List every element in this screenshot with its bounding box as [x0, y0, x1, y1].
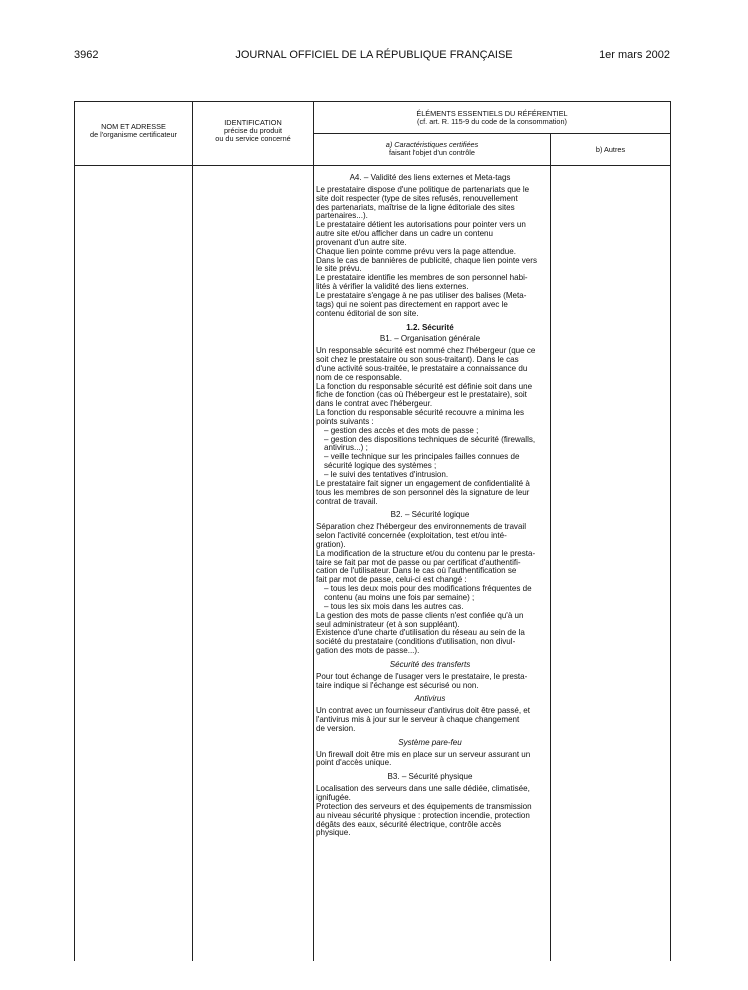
section-b2-title: B2. – Sécurité logique	[390, 510, 470, 520]
column-divider-2	[313, 101, 314, 961]
text-line: La gestion des mots de passe clients n'est confiée qu'à un	[316, 610, 524, 620]
a4-paragraph	[316, 274, 544, 292]
col2-header	[193, 119, 313, 144]
text-line: antivirus...) ;	[324, 443, 368, 453]
col3-header-title: ÉLÉMENTS ESSENTIELS DU RÉFÉRENTIEL	[416, 109, 568, 118]
b1-paragraph	[316, 409, 544, 427]
text-line: soit chez le prestataire ou son sous-traitant). Dans le cas	[316, 355, 519, 365]
text-line: Le prestataire s'engage à ne pas utiliser des balises (Meta-	[316, 290, 527, 300]
col3a-header-line1: a) Caractéristiques certifiées	[385, 140, 479, 149]
col1-header	[75, 123, 192, 139]
subheader-divider	[313, 133, 671, 134]
text-line: La fonction du responsable sécurité recouvre a minima les	[316, 408, 524, 418]
col1-header-title: NOM ET ADRESSE	[101, 122, 166, 131]
text-line: partenaires...).	[316, 211, 368, 221]
text-line: contenu éditorial de son site.	[316, 308, 419, 318]
text-line: sécurité logique des systèmes ;	[324, 461, 437, 471]
text-line: des partenariats, maîtrise de la ligne éditoriale des sites	[316, 202, 515, 212]
col1-header-subtitle: de l'organisme certificateur	[90, 130, 177, 140]
antivirus-paragraph	[316, 707, 544, 734]
text-line: Pour tout échange de l'usager vers le prestataire, le presta-	[316, 671, 528, 681]
text-line: gration).	[316, 539, 346, 549]
text-line: société du prestataire (conditions d'utilisation, non divul-	[316, 637, 516, 647]
text-line: le site prévu.	[316, 264, 362, 274]
b1-paragraph	[316, 347, 544, 382]
text-line: Localisation des serveurs dans une salle dédiée, climatisée,	[316, 784, 530, 794]
b1-bullet	[316, 436, 544, 454]
text-line: dégâts des eaux, sécurité électrique, contrôle accès	[316, 819, 502, 829]
journal-title: JOURNAL OFFICIEL DE LA RÉPUBLIQUE FRANÇAISE	[235, 49, 513, 61]
text-line: taire indique si l'échange est sécurisé ou non.	[316, 680, 479, 690]
col3-header	[314, 110, 670, 126]
b1-bullet	[316, 453, 544, 471]
text-line: provenant d'un autre site.	[316, 237, 407, 247]
section-antivirus-title: Antivirus	[414, 694, 446, 704]
section-a4-title: A4. – Validité des liens externes et Meta-tags	[349, 173, 511, 182]
b1-paragraph	[316, 480, 544, 507]
text-line: dans le contrat avec l'hébergeur.	[316, 399, 433, 409]
b2-paragraph	[316, 612, 544, 630]
a4-paragraph	[316, 221, 544, 248]
left-border	[74, 101, 75, 961]
b3-paragraph	[316, 803, 544, 838]
b3-paragraph	[316, 785, 544, 803]
text-line: contenu (au moins une fois par semaine) ;	[324, 592, 475, 602]
text-line: physique.	[316, 828, 351, 838]
text-line: Un contrat avec un fournisseur d'antivirus doit être passé, et	[316, 706, 530, 716]
text-line: Protection des serveurs et des équipements de transmission	[316, 801, 532, 811]
text-line: Le prestataire détient les autorisations pour pointer vers un	[316, 220, 526, 230]
text-line: lités à vérifier la validité des liens externes.	[316, 282, 469, 292]
column-divider-3	[550, 133, 551, 961]
text-line: de version.	[316, 723, 356, 733]
text-line: – veille technique sur les principales failles connues de	[324, 452, 520, 462]
text-line: La modification de la structure et/ou du contenu par le presta-	[316, 548, 536, 558]
firewall-paragraph	[316, 751, 544, 769]
b2-paragraph	[316, 550, 544, 585]
text-line: points suivants :	[316, 416, 374, 426]
col3a-header-line2: faisant l'objet d'un contrôle	[389, 148, 475, 158]
col2-header-line3: ou du service concerné	[215, 134, 291, 144]
text-line: autre site et/ou afficher dans un cadre un contenu	[316, 229, 494, 239]
page-number: 3962	[74, 49, 99, 61]
col3b-header-label: b) Autres	[595, 145, 626, 154]
section-transfers-title: Sécurité des transferts	[389, 659, 471, 669]
text-line: site doit respecter (type de sites refusés, renouvellement	[316, 193, 518, 203]
text-line: – le suivi des tentatives d'intrusion.	[324, 470, 449, 479]
b2-paragraph	[316, 523, 544, 550]
text-line: contrat de travail.	[316, 496, 378, 506]
text-line: fait par mot de passe, celui-ci est changé :	[316, 575, 467, 585]
text-line: gation des mots de passe...).	[316, 646, 420, 656]
text-line: ignifugée.	[316, 793, 351, 802]
text-line: nom de ce responsable.	[316, 372, 402, 382]
b2-paragraph	[316, 629, 544, 656]
text-line: Existence d'une charte d'utilisation du réseau au sein de la	[316, 628, 525, 638]
text-line: seul administrateur (et à son suppléant).	[316, 619, 460, 629]
text-line: Le prestataire dispose d'une politique de partenariats que le	[316, 184, 530, 194]
col3-header-reference: (cf. art. R. 115-9 du code de la consommation)	[417, 117, 567, 127]
text-line: – tous les deux mois pour des modifications fréquentes de	[324, 584, 532, 594]
text-line: – tous les six mois dans les autres cas.	[324, 601, 464, 611]
characteristics-column	[316, 174, 544, 838]
text-line: selon l'activité concernée (exploitation, test et/ou inté-	[316, 531, 507, 541]
col2-header-title: IDENTIFICATION	[224, 118, 282, 127]
section-firewall-title: Système pare-feu	[398, 737, 462, 747]
text-line: Séparation chez l'hébergeur des environnements de travail	[316, 522, 526, 532]
section-b1-title: B1. – Organisation générale	[379, 334, 481, 344]
col2-header-line2: précise du produit	[223, 126, 282, 136]
b2-bullet	[316, 585, 544, 603]
section-1-2-title: 1.2. Sécurité	[406, 322, 454, 332]
text-line: au niveau sécurité physique : protection incendie, protection	[316, 810, 530, 820]
text-line: La fonction du responsable sécurité est définie soit dans une	[316, 381, 533, 391]
text-line: tous les membres de son personnel dès la signature de leur	[316, 487, 530, 497]
a4-paragraph	[316, 186, 544, 221]
b1-paragraph	[316, 383, 544, 410]
text-line: fiche de fonction (cas où l'hébergeur est le prestataire), soit	[316, 390, 527, 400]
col3b-header	[551, 146, 670, 154]
table-header-bottom-border	[74, 165, 671, 166]
text-line: Un responsable sécurité est nommé chez l'hébergeur (que ce	[316, 346, 536, 356]
text-line: d'une activité sous-traitée, le prestataire a connaissance du	[316, 363, 528, 373]
issue-date: 1er mars 2002	[599, 49, 670, 61]
transfers-paragraph	[316, 673, 544, 691]
section-b3-title: B3. – Sécurité physique	[387, 772, 473, 782]
table-top-border	[74, 101, 671, 102]
text-line: cation de l'utilisateur. Dans le cas où l'authentification se	[316, 566, 517, 576]
text-line: l'antivirus mis à jour sur le serveur à chaque changement	[316, 715, 520, 725]
text-line: – gestion des accès et des mots de passe ;	[324, 425, 479, 435]
right-border	[670, 101, 671, 961]
text-line: Le prestataire identifie les membres de son personnel habi-	[316, 273, 528, 283]
text-line: – gestion des dispositions techniques de sécurité (firewalls,	[324, 434, 536, 444]
column-divider-1	[192, 101, 193, 961]
a4-paragraph	[316, 257, 544, 275]
text-line: Un firewall doit être mis en place sur un serveur assurant un	[316, 749, 531, 759]
text-line: Dans le cas de bannières de publicité, chaque lien pointe vers	[316, 255, 537, 265]
a4-paragraph	[316, 292, 544, 319]
text-line: point d'accès unique.	[316, 758, 392, 768]
text-line: taire se fait par mot de passe ou par certificat d'authentifi-	[316, 557, 521, 567]
col3a-header	[314, 141, 550, 157]
text-line: Le prestataire fait signer un engagement de confidentialité à	[316, 478, 530, 488]
text-line: tags) qui ne soient pas directement en rapport avec le	[316, 299, 508, 309]
text-line: Chaque lien pointe comme prévu vers la page attendue.	[316, 246, 516, 256]
